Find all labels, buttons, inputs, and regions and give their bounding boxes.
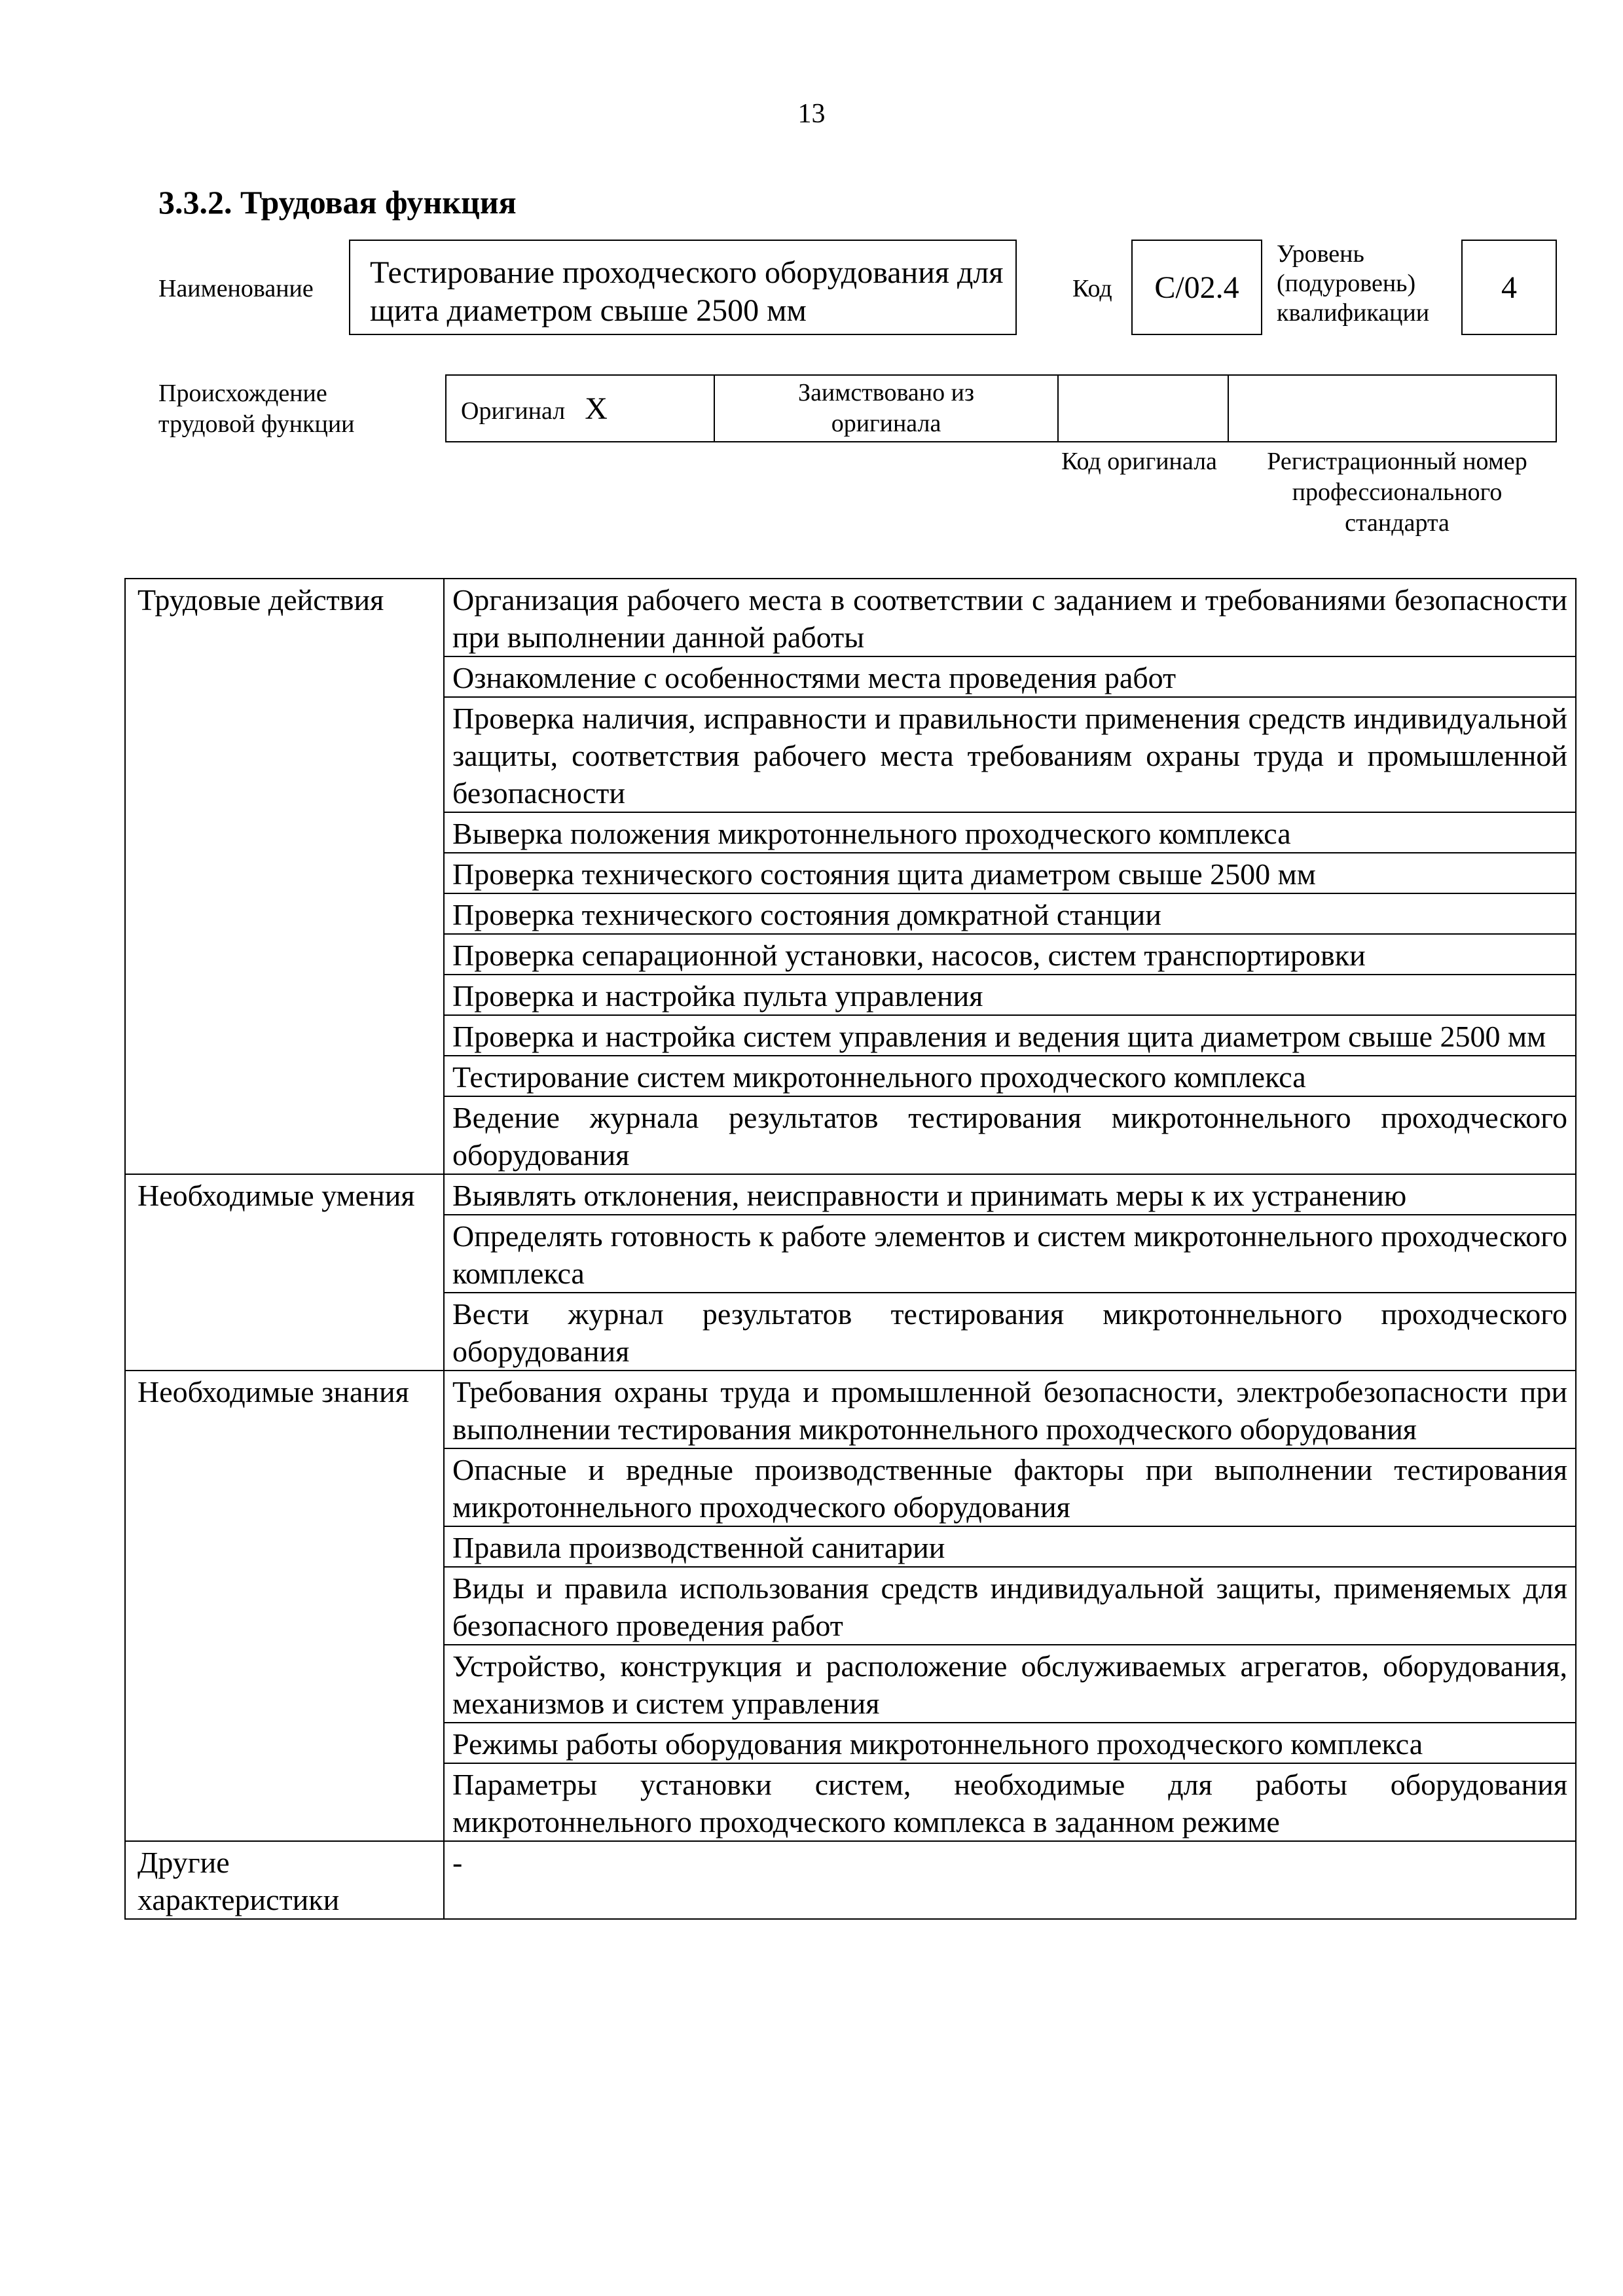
page-number: 13 xyxy=(797,99,826,129)
item-cell: Выявлять отклонения, неисправности и принимать меры к их устранению xyxy=(444,1174,1576,1215)
item-cell: Определять готовность к работе элементов и систем микротоннельного проходческого комплекса xyxy=(444,1215,1576,1293)
origin-original-cell xyxy=(446,375,714,442)
code-label: Код xyxy=(1072,275,1112,302)
original-mark: X xyxy=(585,391,608,426)
code-value: C/02.4 xyxy=(1154,270,1239,305)
table-row xyxy=(125,579,1576,656)
item-cell: Тестирование систем микротоннельного проходческого комплекса xyxy=(444,1056,1576,1096)
item-cell: Проверка технического состояния щита диаметром свыше 2500 мм xyxy=(444,853,1576,893)
item-cell: Проверка и настройка систем управления и ведения щита диаметром свыше 2500 мм xyxy=(444,1015,1576,1056)
item-cell: Требования охраны труда и промышленной безопасности, электробезопасности при выполнении тестирования микротоннельного проходческого оборудования xyxy=(444,1371,1576,1448)
item-cell: Ознакомление с особенностями места проведения работ xyxy=(444,656,1576,697)
item-cell: Виды и правила использования средств индивидуальной защиты, применяемых для безопасного проведения работ xyxy=(444,1567,1576,1645)
item-cell: Режимы работы оборудования микротоннельного проходческого комплекса xyxy=(444,1723,1576,1763)
category-cell: Необходимые умения xyxy=(125,1174,444,1371)
item-cell: Ведение журнала результатов тестирования микротоннельного проходческого оборудования xyxy=(444,1096,1576,1174)
item-cell: Организация рабочего места в соответствии с заданием и требованиями безопасности при выполнении данной работы xyxy=(444,579,1576,656)
code-original-label: Код оригинала xyxy=(1061,448,1217,475)
qualification-level-box xyxy=(1461,240,1557,335)
borrowed-label: Заимствовано из оригинала xyxy=(714,375,1058,442)
function-name-box xyxy=(349,240,1017,335)
reg-number-label: Регистрационный номер профессионального стандарта xyxy=(1267,448,1527,537)
function-name-value: Тестирование проходческого оборудования для щита диаметром свыше 2500 мм xyxy=(370,255,1004,328)
item-cell: Проверка технического состояния домкратной станции xyxy=(444,893,1576,934)
category-cell: Другие характеристики xyxy=(125,1841,444,1919)
qualification-level-label: Уровень (подуровень) квалификации xyxy=(1277,240,1430,327)
table-row xyxy=(125,1371,1576,1448)
code-box xyxy=(1131,240,1262,335)
section-title: 3.3.2. Трудовая функция xyxy=(158,184,517,221)
original-label: Оригинал xyxy=(461,397,566,425)
item-cell: Проверка наличия, исправности и правильности применения средств индивидуальной защиты, соответствия рабочего места требованиям охраны труда и промышленной безопасности xyxy=(444,697,1576,812)
table-row xyxy=(125,1174,1576,1215)
name-label: Наименование xyxy=(158,275,314,302)
item-cell: Параметры установки систем, необходимые для работы оборудования микротоннельного проходческого комплекса в заданном режиме xyxy=(444,1763,1576,1841)
item-cell: Выверка положения микротоннельного проходческого комплекса xyxy=(444,812,1576,853)
table-row xyxy=(125,1841,1576,1919)
origin-table xyxy=(445,374,1557,442)
original-code-cell xyxy=(1058,375,1228,442)
item-cell: Проверка и настройка пульта управления xyxy=(444,975,1576,1015)
category-cell: Необходимые знания xyxy=(125,1371,444,1841)
item-cell: Устройство, конструкция и расположение обслуживаемых агрегатов, оборудования, механизмов и систем управления xyxy=(444,1645,1576,1723)
category-cell: Трудовые действия xyxy=(125,579,444,1174)
item-cell: - xyxy=(444,1841,1576,1919)
item-cell: Опасные и вредные производственные факторы при выполнении тестирования микротоннельного проходческого оборудования xyxy=(444,1448,1576,1526)
item-cell: Проверка сепарационной установки, насосов, систем транспортировки xyxy=(444,934,1576,975)
item-cell: Вести журнал результатов тестирования микротоннельного проходческого оборудования xyxy=(444,1293,1576,1371)
reg-number-cell xyxy=(1228,375,1556,442)
qualification-level-value: 4 xyxy=(1501,270,1517,305)
origin-label: Происхождение трудовой функции xyxy=(158,380,355,438)
labor-function-table xyxy=(124,578,1577,1920)
item-cell: Правила производственной санитарии xyxy=(444,1526,1576,1567)
